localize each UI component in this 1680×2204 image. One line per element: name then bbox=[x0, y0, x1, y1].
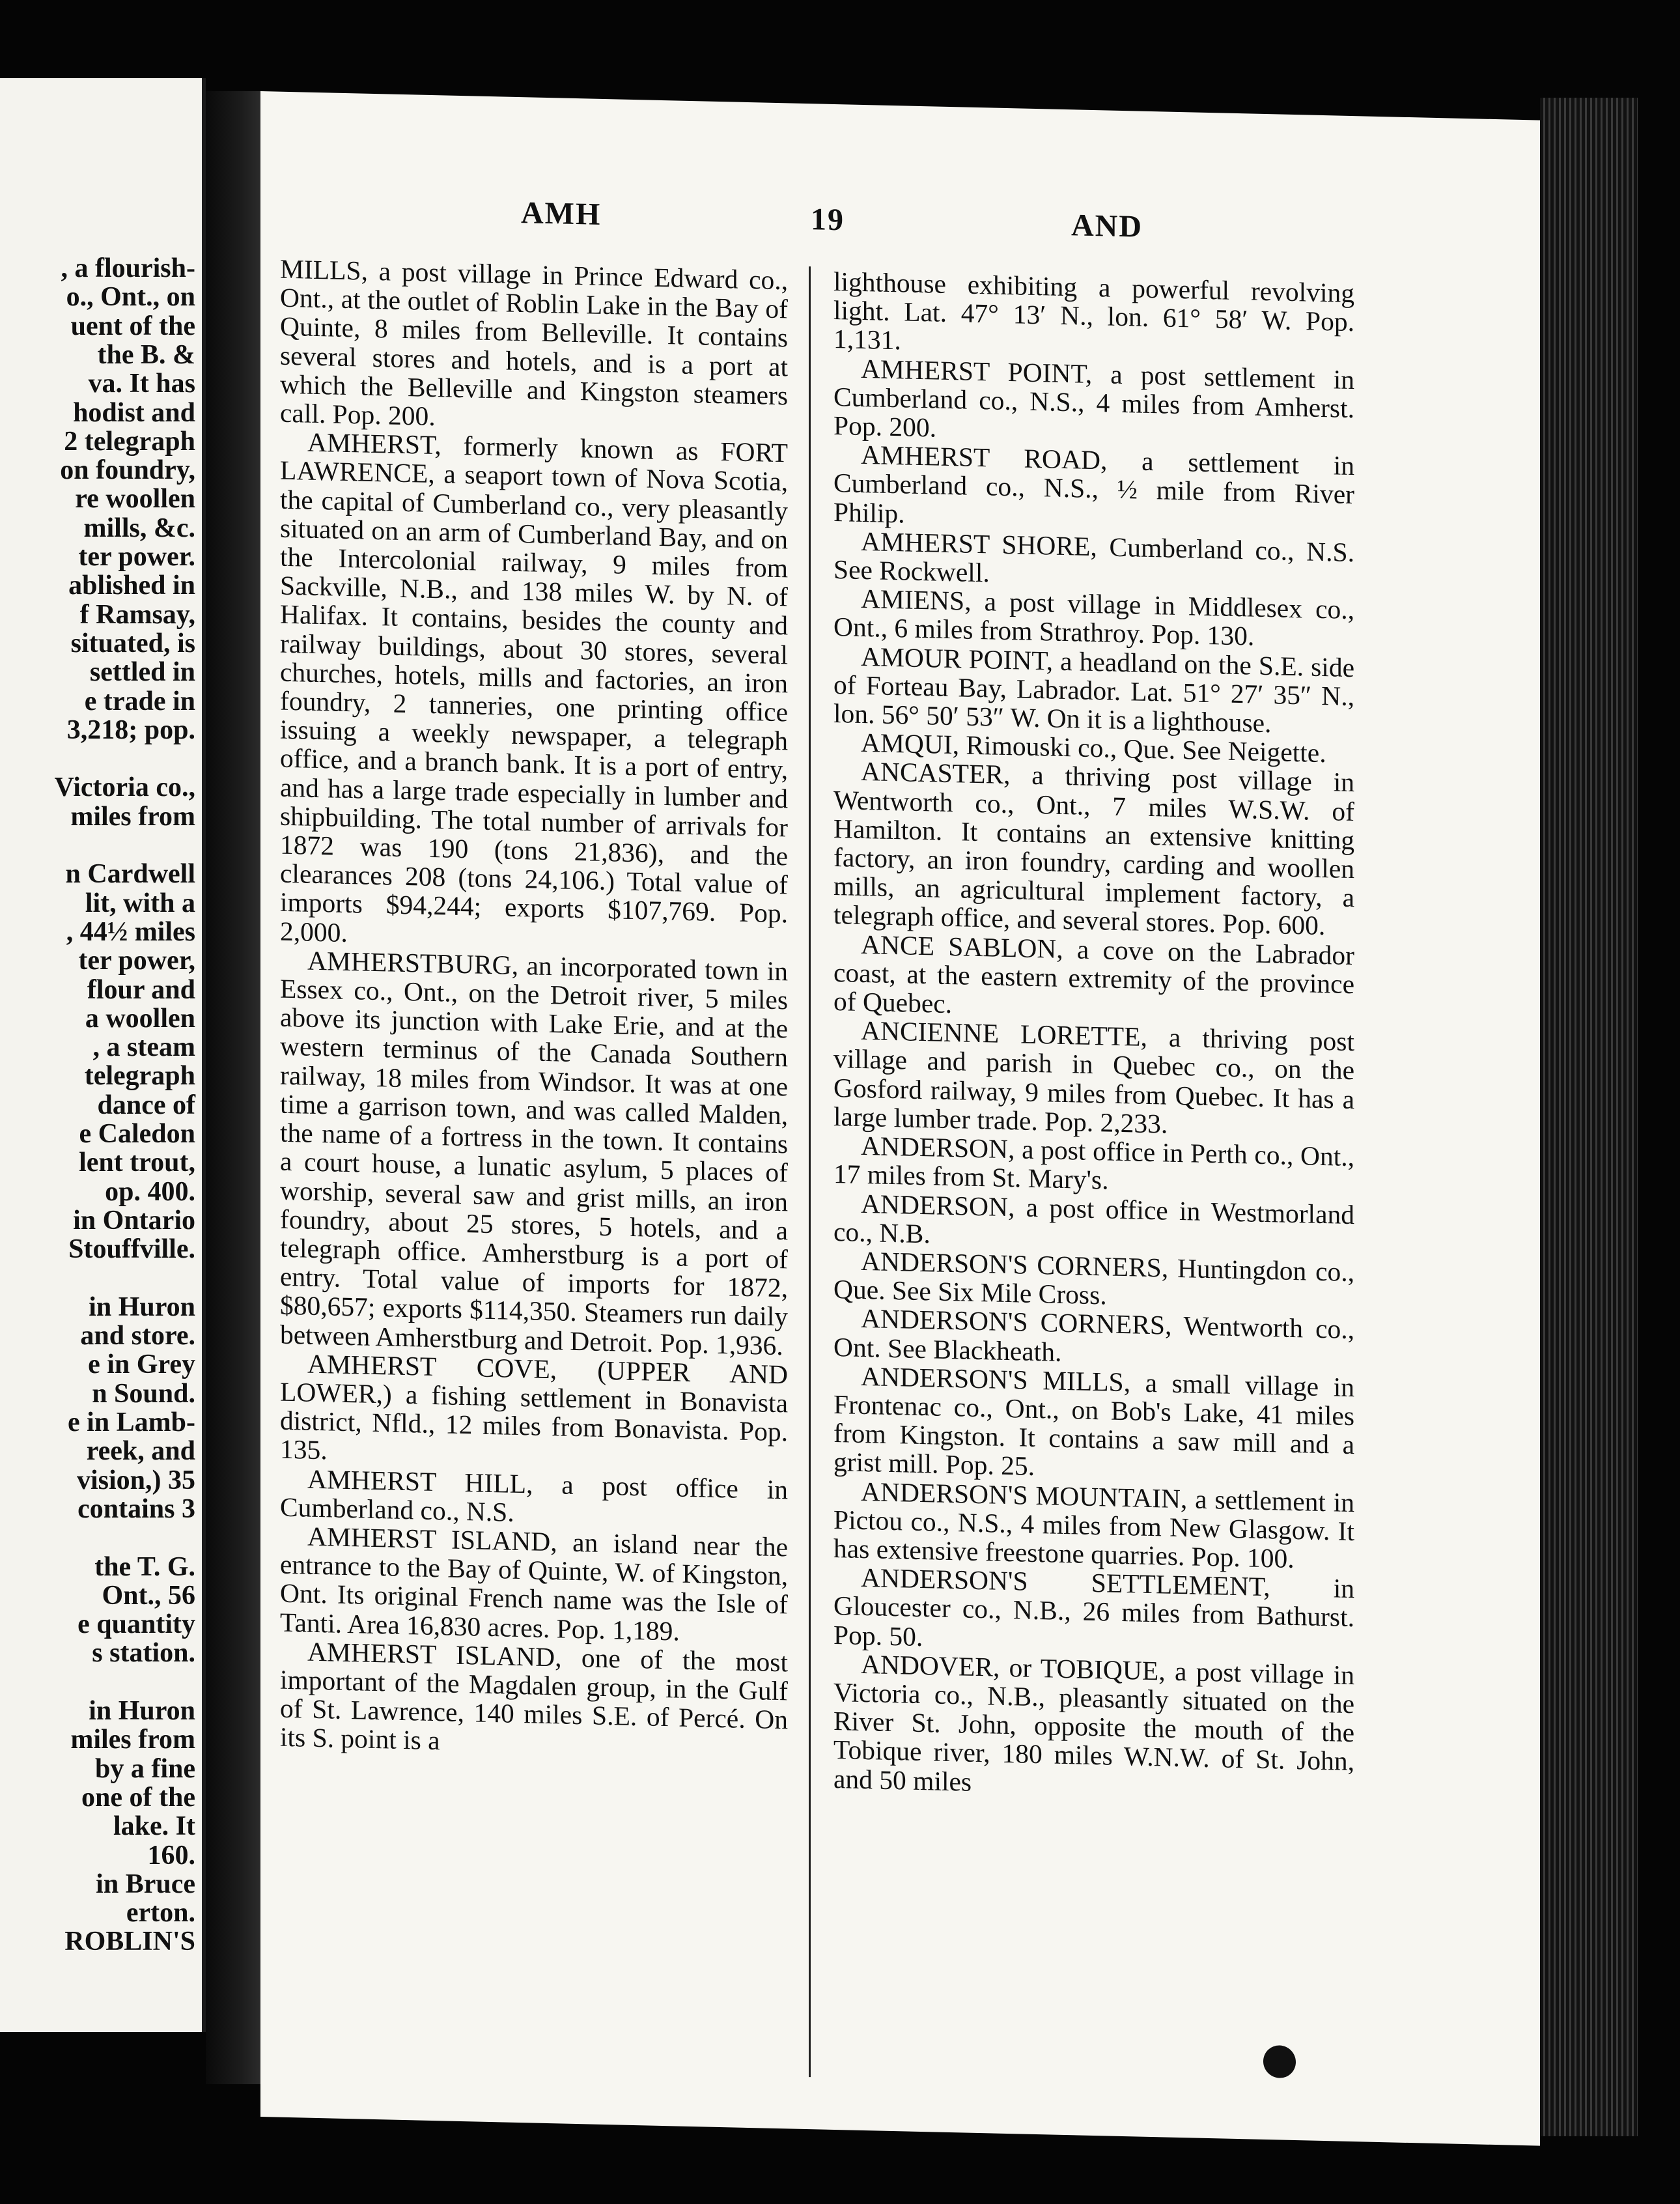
entry-paragraph: AMHERST ISLAND, one of the most important of the Magdalen group, in the Gulf of St. Lawrence, 140 miles S.E. of Percé. On its S. point is a bbox=[280, 1636, 788, 1756]
entry-paragraph: AMQUI, Rimouski co., Que. See Neigette. bbox=[861, 728, 1326, 769]
book-spine-shadow bbox=[206, 91, 264, 2084]
left-page-line: lake. It bbox=[113, 1811, 195, 1842]
entry-paragraph: lighthouse exhibiting a powerful revolving light. Lat. 47° 13′ N., lon. 61° 58′ W. Pop. 1,131. bbox=[833, 266, 1354, 356]
left-page-line: contains 3 bbox=[77, 1493, 195, 1524]
left-page-line: on foundry, bbox=[60, 455, 195, 486]
entry-paragraph: ANCASTER, a thriving post village in Wentworth co., Ont., 7 miles W.S.W. of Hamilton. It contains an extensive knitting factory, an iron foundry, carding and woollen mills, an agricultural implement factory, a telegraph office, and several stores. Pop. 600. bbox=[833, 756, 1354, 941]
left-page-line: o., Ont., on bbox=[66, 282, 195, 313]
entry-paragraph: ANDERSON'S CORNERS, Huntingdon co., Que. See Six Mile Cross. bbox=[833, 1245, 1354, 1310]
left-page-line: and store. bbox=[80, 1321, 195, 1351]
entry-paragraph: ANDERSON'S MILLS, a small village in Frontenac co., Ont., on Bob's Lake, 41 miles from Kingston. It contains a saw mill and a grist mill. Pop. 25. bbox=[833, 1361, 1354, 1482]
left-page-line: va. It has bbox=[88, 369, 195, 399]
left-guide-word: AMH bbox=[521, 195, 602, 232]
entry-paragraph: ANDOVER, or TOBIQUE, a post village in Victoria co., N.B., pleasantly situated on the River St. John, opposite the mouth of the Tobique river, 180 miles W.N.W. of St. John, and 50 miles bbox=[833, 1648, 1354, 1797]
left-page-line: 2 telegraph bbox=[64, 426, 195, 457]
entry-paragraph: AMOUR POINT, a headland on the S.E. side of Forteau Bay, Labrador. Lat. 51° 27′ 35″ N., lon. 56° 50′ 53″ W. On it is a lighthouse. bbox=[833, 641, 1354, 739]
left-page-line: re woollen bbox=[75, 484, 195, 515]
left-page-line: e in Grey bbox=[88, 1349, 195, 1380]
left-page-line: in Bruce bbox=[96, 1869, 195, 1899]
left-page-line: op. 400. bbox=[105, 1176, 195, 1207]
entry-paragraph: AMHERST HILL, a post office in Cumberland co., N.S. bbox=[280, 1463, 788, 1527]
text-column-1 bbox=[280, 255, 788, 1763]
left-page-line: ter power, bbox=[78, 946, 195, 976]
left-page-line: e Caledon bbox=[79, 1119, 195, 1149]
left-page-line: e in Lamb- bbox=[67, 1407, 195, 1437]
entry-paragraph: ANDERSON, a post office in Perth co., Ont., 17 miles from St. Mary's. bbox=[833, 1131, 1354, 1195]
left-page-line: s station. bbox=[92, 1638, 195, 1669]
page-number: 19 bbox=[811, 202, 845, 238]
ink-blot bbox=[1263, 2045, 1296, 2078]
left-page-line: reek, and bbox=[86, 1436, 195, 1467]
left-page-line: in Ontario bbox=[73, 1205, 195, 1236]
left-page-line: lent trout, bbox=[79, 1148, 195, 1178]
left-page-line: uent of the bbox=[70, 311, 195, 341]
left-page-line: mills, &c. bbox=[83, 513, 195, 543]
entry-paragraph: ANDERSON, a post office in Westmorland co., N.B. bbox=[833, 1188, 1354, 1249]
left-page-line: ablished in bbox=[68, 571, 195, 601]
entry-paragraph: AMHERST SHORE, Cumberland co., N.S. See Rockwell. bbox=[833, 526, 1354, 588]
left-page-line: hodist and bbox=[73, 397, 195, 428]
right-page bbox=[260, 91, 1540, 2146]
left-page-line: Ont., 56 bbox=[102, 1580, 195, 1611]
right-guide-word: AND bbox=[1071, 208, 1143, 244]
text-column-2 bbox=[833, 267, 1354, 1805]
column-divider bbox=[809, 266, 811, 2077]
left-page-line: miles from bbox=[70, 1725, 195, 1755]
left-page-line: e trade in bbox=[84, 686, 195, 716]
left-page-line: situated, is bbox=[70, 628, 195, 658]
left-page-line: ter power. bbox=[78, 542, 195, 572]
entry-paragraph: AMIENS, a post village in Middlesex co., Ont., 6 miles from Strathroy. Pop. 130. bbox=[833, 584, 1354, 652]
entry-paragraph: AMHERST, formerly known as FORT LAWRENCE, a seaport town of Nova Scotia, the capital of Cumberland co., very pleasantly situated on an arm of Cumberland Bay, and on the Intercolonial railway, 9 miles from Sackville, N.B., and 138 miles W. by N. of Halifax. It contains, besides the county and railway buildings, about 30 stores, several churches, hotels, mills and factories, an iron foundry, 2 tanneries, one printing office issuing a weekly newspaper, a telegraph office, and a branch bank. It is a port of entry, and has a large trade especially in lumber and shipbuilding. The total number of arrivals for 1872 was 190 (tons 21,836), and the clearances 208 (tons 24,106.) Total value of imports $94,244; exports $107,769. Pop. 2,000. bbox=[280, 427, 788, 948]
left-page-line: in Huron bbox=[89, 1696, 195, 1726]
left-page-line: telegraph bbox=[84, 1061, 195, 1092]
left-page-line: dance of bbox=[97, 1090, 195, 1120]
left-page-line: a woollen bbox=[85, 1003, 195, 1034]
entry-paragraph: AMHERST COVE, (UPPER AND LOWER,) a fishing settlement in Bonavista district, Nfld., 12 miles from Bonavista. Pop. 135. bbox=[280, 1348, 788, 1465]
left-page-line: 160. bbox=[147, 1840, 195, 1871]
left-page-line: the B. & bbox=[97, 339, 195, 370]
entry-paragraph: AMHERST POINT, a post settlement in Cumberland co., N.S., 4 miles from Amherst. Pop. 200. bbox=[833, 353, 1354, 443]
left-page-line: one of the bbox=[81, 1782, 195, 1813]
left-page-line: lit, with a bbox=[85, 888, 195, 918]
entry-paragraph: ANDERSON'S MOUNTAIN, a settlement in Pictou co., N.S., 4 miles from New Glasgow. It has extensive freestone quarries. Pop. 100. bbox=[833, 1476, 1354, 1574]
left-page-line: erton. bbox=[126, 1898, 195, 1928]
left-page-line: flour and bbox=[87, 974, 195, 1005]
left-page-line: , 44½ miles bbox=[66, 916, 195, 947]
entry-paragraph: MILLS, a post village in Prince Edward co., Ont., at the outlet of Roblin Lake in the Bay of Quinte, 8 miles from Belleville. It contains several stores and hotels, and is a port at which the Belleville and Kingston steamers call. Pop. 200. bbox=[280, 253, 788, 432]
entry-paragraph: ANDERSON'S SETTLEMENT, in Gloucester co., N.B., 26 miles from Bathurst. Pop. 50. bbox=[833, 1562, 1354, 1652]
left-page-line: n Cardwell bbox=[65, 859, 195, 890]
left-page-line: 3,218; pop. bbox=[66, 714, 195, 745]
left-page-line: Victoria co., bbox=[54, 772, 195, 803]
entry-paragraph: ANDERSON'S CORNERS, Wentworth co., Ont. See Blackheath. bbox=[833, 1303, 1354, 1367]
left-page-line: ROBLIN'S bbox=[64, 1927, 195, 1957]
left-page-line: miles from bbox=[70, 801, 195, 832]
left-page-line: vision,) 35 bbox=[76, 1465, 195, 1495]
left-page-line: n Sound. bbox=[92, 1378, 195, 1409]
page-edges bbox=[1540, 98, 1638, 2136]
left-page-fragment bbox=[0, 78, 206, 2032]
left-page-line: in Huron bbox=[89, 1292, 195, 1322]
left-page-line: the T. G. bbox=[94, 1551, 195, 1582]
entry-paragraph: AMHERST ROAD, a settlement in Cumberland co., N.S., ½ mile from River Philip. bbox=[833, 440, 1354, 529]
entry-paragraph: AMHERST ISLAND, an island near the entrance to the Bay of Quinte, W. of Kingston, Ont. Its original French name was the Isle of Tanti. Area 16,830 acres. Pop. 1,189. bbox=[280, 1521, 788, 1646]
left-page-line: f Ramsay, bbox=[79, 599, 195, 630]
left-page-line: , a steam bbox=[92, 1032, 195, 1063]
left-page-line: , a flourish- bbox=[61, 253, 195, 283]
left-page-line: e quantity bbox=[77, 1609, 195, 1640]
left-page-line: Stouffville. bbox=[68, 1234, 195, 1265]
left-page-line: settled in bbox=[89, 657, 195, 688]
left-page-line: by a fine bbox=[94, 1753, 195, 1784]
entry-paragraph: AMHERSTBURG, an incorporated town in Essex co., Ont., on the Detroit river, 5 miles above its junction with Lake Erie, and at the western terminus of the Canada Southern railway, 18 miles from Windsor. It was at one time a garrison town, and was called Malden, the name of a fortress in the town. It contains a court house, a lunatic asylum, 5 places of worship, several saw and grist mills, an iron foundry, about 25 stores, 5 hotels, and a telegraph office. Amherstburg is a port of entry. Total value of imports for 1872, $80,657; exports $114,350. Steamers run daily between Amherstburg and Detroit. Pop. 1,936. bbox=[280, 945, 788, 1361]
entry-paragraph: ANCIENNE LORETTE, a thriving post village and parish in Quebec co., on the Gosford railway, 9 miles from Quebec. It has a large lumber trade. Pop. 2,233. bbox=[833, 1015, 1354, 1139]
entry-paragraph: ANCE SABLON, a cove on the Labrador coast, at the eastern extremity of the province of Quebec. bbox=[833, 929, 1354, 1019]
